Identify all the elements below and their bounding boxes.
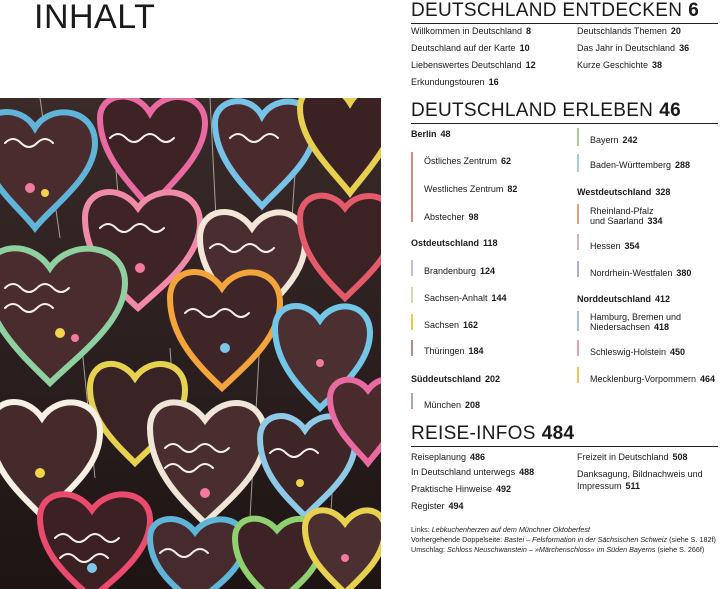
- toc-page: 354: [624, 241, 640, 251]
- section-title: DEUTSCHLAND ERLEBEN: [411, 100, 654, 121]
- toc-entry[interactable]: [590, 241, 640, 252]
- caption-text: Schloss Neuschwanstein – »Märchenschloss« im Süden Bayerns: [446, 545, 656, 554]
- region-berlin[interactable]: [411, 129, 451, 139]
- toc-page: 208: [465, 400, 481, 410]
- toc-entry[interactable]: [577, 43, 689, 54]
- caption-line: [411, 525, 716, 535]
- toc-label: Danksagung, Bildnachweis und: [577, 469, 703, 479]
- toc-entry[interactable]: [590, 135, 638, 146]
- toc-label: Erkundungstouren: [411, 77, 485, 87]
- section-title: DEUTSCHLAND ENTDECKEN: [411, 0, 683, 21]
- toc-label: Nordrhein-Westfalen: [590, 268, 673, 278]
- caption-ref: (siehe S. 182f): [667, 535, 716, 544]
- toc-label: Rheinland-Pfalz: [590, 206, 654, 216]
- toc-entry-cont[interactable]: [577, 481, 640, 492]
- caption-label: Umschlag:: [411, 545, 447, 554]
- toc-entry[interactable]: [411, 501, 464, 512]
- color-bar-bawue: [577, 154, 579, 172]
- section-heading-entdecken: [411, 0, 699, 22]
- section-heading-infos: [411, 423, 574, 445]
- toc-entry[interactable]: [411, 467, 534, 478]
- toc-label: Impressum: [577, 481, 622, 491]
- color-bar-muenchen: [411, 393, 413, 409]
- color-bar-brandenburg: [411, 260, 413, 276]
- section-page: 6: [688, 0, 700, 21]
- toc-label: In Deutschland unterwegs: [411, 467, 516, 477]
- toc-label: Das Jahr in Deutschland: [577, 43, 676, 53]
- section-page: 484: [541, 423, 575, 444]
- caption-label: Vorhergehende Doppelseite:: [411, 535, 505, 544]
- color-bar-sachsen: [411, 314, 413, 330]
- toc-page: 8: [526, 26, 532, 36]
- toc-label: Bayern: [590, 135, 619, 145]
- toc-page: 494: [448, 501, 464, 511]
- toc-label: München: [424, 400, 462, 410]
- divider: [411, 446, 718, 447]
- toc-entry-cont[interactable]: [590, 216, 663, 227]
- toc-label: und Saarland: [590, 216, 644, 226]
- toc-page: 124: [480, 266, 496, 276]
- toc-page: 10: [519, 43, 530, 53]
- toc-entry[interactable]: [577, 469, 703, 480]
- toc-page: 334: [647, 216, 663, 226]
- region-label: Berlin: [411, 129, 437, 139]
- toc-label: Praktische Hinweise: [411, 484, 493, 494]
- toc-entry[interactable]: [590, 160, 690, 171]
- toc-page: 511: [625, 481, 641, 491]
- toc-label: Schleswig-Holstein: [590, 347, 667, 357]
- gingerbread-hearts-photo: [0, 98, 381, 589]
- caption-text: Bastei – Felsformation in der Sächsischen Schweiz: [504, 535, 668, 544]
- toc-page: 508: [672, 452, 688, 462]
- toc-entry[interactable]: [411, 77, 499, 88]
- toc-label: Hamburg, Bremen und: [590, 312, 682, 322]
- toc-page: 380: [676, 268, 692, 278]
- toc-page: 464: [700, 374, 716, 384]
- color-bar-rlp: [577, 204, 579, 224]
- toc-entry[interactable]: [411, 452, 485, 463]
- region-ost[interactable]: [411, 238, 498, 248]
- toc-page: 12: [525, 60, 536, 70]
- color-bar-nrw: [577, 261, 579, 277]
- toc-page: 162: [463, 320, 479, 330]
- caption-ref: (siehe S. 266f): [655, 545, 705, 554]
- toc-entry[interactable]: [424, 156, 511, 167]
- region-page: 118: [483, 238, 498, 248]
- toc-label: Thüringen: [424, 346, 465, 356]
- toc-label: Liebenswertes Deutschland: [411, 60, 522, 70]
- toc-label: Kurze Geschichte: [577, 60, 649, 70]
- toc-page: 16: [488, 77, 499, 87]
- toc-entry[interactable]: [424, 212, 479, 223]
- toc-label: Freizeit in Deutschland: [577, 452, 669, 462]
- region-label: Ostdeutschland: [411, 238, 480, 248]
- toc-label: Östliches Zentrum: [424, 156, 498, 166]
- toc-label: Willkommen in Deutschland: [411, 26, 523, 36]
- toc-entry[interactable]: [577, 452, 688, 463]
- color-bar-sh: [577, 340, 579, 356]
- toc-page: 418: [654, 322, 670, 332]
- toc-page: 488: [519, 467, 535, 477]
- toc-entry[interactable]: [424, 400, 480, 411]
- toc-entry[interactable]: [424, 320, 478, 331]
- toc-entry[interactable]: [424, 266, 495, 277]
- toc-page: 184: [468, 346, 484, 356]
- region-page: 202: [485, 374, 501, 384]
- region-label: Westdeutschland: [577, 187, 652, 197]
- toc-page: 288: [675, 160, 691, 170]
- color-bar-bayern: [577, 128, 579, 146]
- section-title: REISE-INFOS: [411, 423, 536, 444]
- toc-entry-cont[interactable]: [590, 322, 669, 333]
- toc-label: Hessen: [590, 241, 621, 251]
- toc-entry[interactable]: [411, 43, 530, 54]
- color-bar-hamburg: [577, 311, 579, 331]
- region-label: Norddeutschland: [577, 294, 652, 304]
- toc-page: 242: [622, 135, 638, 145]
- region-label: Süddeutschland: [411, 374, 482, 384]
- caption-label: Links:: [411, 525, 432, 534]
- divider: [411, 23, 718, 24]
- color-bar-sachsen-anhalt: [411, 287, 413, 303]
- toc-page: 98: [468, 212, 479, 222]
- caption-line: [411, 535, 716, 545]
- region-west[interactable]: [577, 187, 670, 197]
- toc-page: 20: [670, 26, 681, 36]
- toc-entry[interactable]: [411, 484, 511, 495]
- toc-page: 492: [496, 484, 512, 494]
- section-heading-erleben: [411, 100, 681, 122]
- toc-entry[interactable]: [411, 60, 536, 71]
- region-nord[interactable]: [577, 294, 670, 304]
- toc-entry[interactable]: [590, 347, 685, 358]
- region-sued[interactable]: [411, 374, 500, 384]
- toc-page: 144: [491, 293, 507, 303]
- toc-page: 82: [507, 184, 518, 194]
- color-bar-hessen: [577, 234, 579, 250]
- toc-label: Deutschlands Themen: [577, 26, 667, 36]
- toc-entry[interactable]: [590, 268, 691, 279]
- toc-page: 38: [652, 60, 663, 70]
- caption-line: [411, 545, 716, 555]
- toc-entry[interactable]: [424, 293, 507, 304]
- toc-page: 486: [470, 452, 486, 462]
- toc-entry[interactable]: [411, 26, 531, 37]
- toc-entry[interactable]: [424, 184, 517, 195]
- color-bar-berlin: [411, 152, 413, 222]
- toc-label: Niedersachsen: [590, 322, 651, 332]
- region-page: 328: [655, 187, 671, 197]
- color-bar-thueringen: [411, 340, 413, 356]
- caption-text: Lebkuchenherzen auf dem Münchner Oktoberfest: [431, 525, 591, 534]
- toc-label: Register: [411, 501, 445, 511]
- toc-label: Baden-Württemberg: [590, 160, 672, 170]
- photo-caption: [411, 525, 716, 555]
- toc-entry[interactable]: [424, 346, 484, 357]
- toc-label: Mecklenburg-Vorpommern: [590, 374, 697, 384]
- region-page: 412: [655, 294, 671, 304]
- divider: [411, 123, 718, 124]
- toc-label: Westliches Zentrum: [424, 184, 504, 194]
- toc-entry[interactable]: [577, 60, 662, 71]
- toc-label: Reiseplanung: [411, 452, 467, 462]
- region-page: 48: [440, 129, 451, 139]
- toc-entry[interactable]: [577, 26, 681, 37]
- page-title: INHALT: [34, 0, 156, 36]
- toc-page: 450: [670, 347, 686, 357]
- toc-label: Abstecher: [424, 212, 465, 222]
- toc-page: 36: [679, 43, 690, 53]
- toc-entry[interactable]: [590, 374, 715, 385]
- toc-label: Sachsen-Anhalt: [424, 293, 488, 303]
- section-page: 46: [659, 100, 681, 121]
- toc-label: Sachsen: [424, 320, 460, 330]
- toc-page: 62: [501, 156, 512, 166]
- toc-label: Deutschland auf der Karte: [411, 43, 516, 53]
- toc-label: Brandenburg: [424, 266, 477, 276]
- color-bar-mv: [577, 367, 579, 383]
